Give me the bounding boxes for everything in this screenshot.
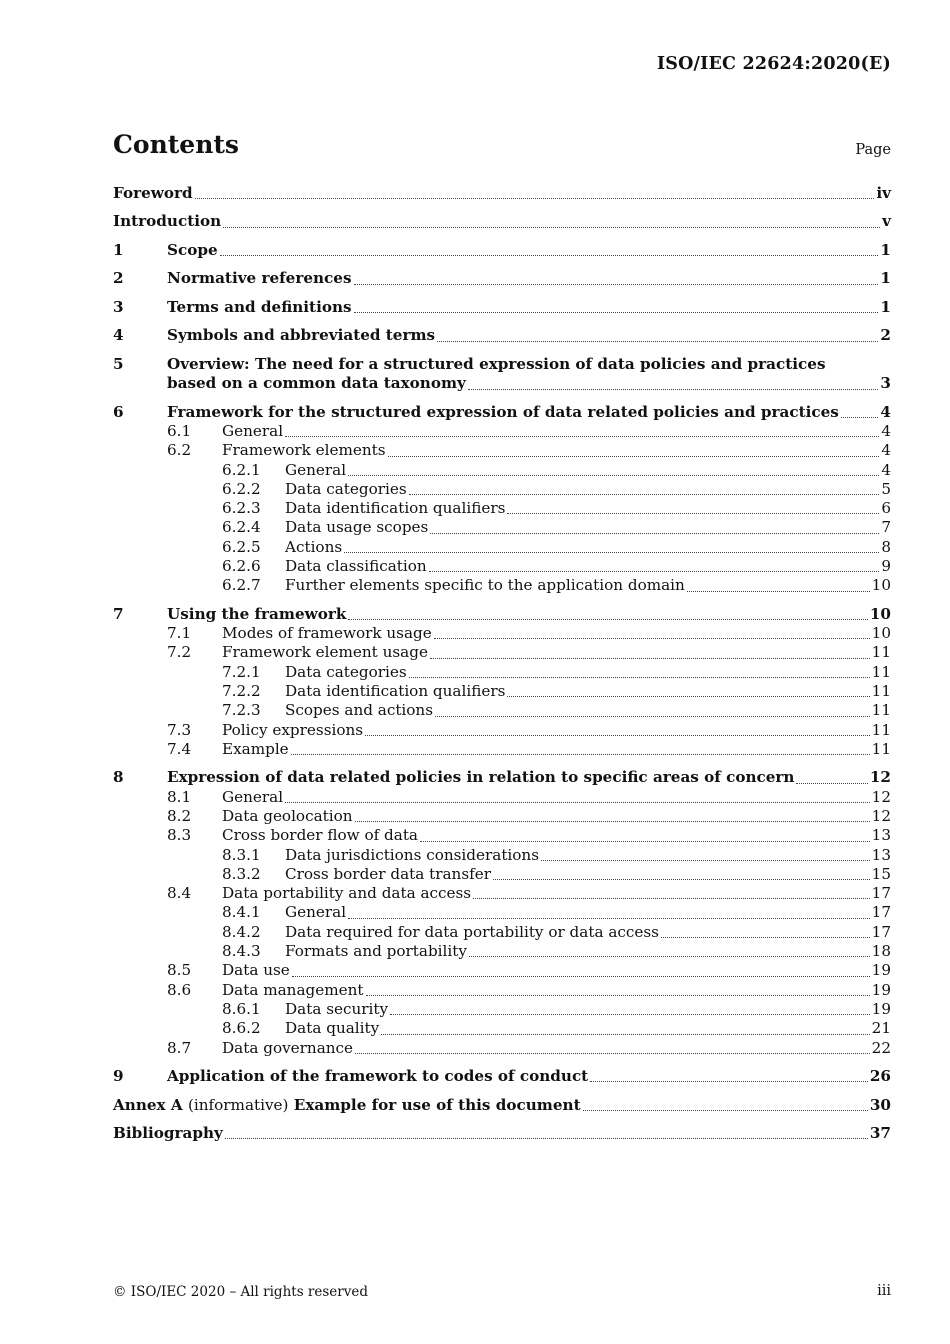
dot-leader bbox=[344, 552, 879, 553]
toc-entry-page: 2 bbox=[880, 326, 891, 345]
toc-entry-label: Further elements specific to the application domain bbox=[285, 576, 685, 595]
toc-entry-label: Data categories bbox=[285, 479, 407, 498]
toc-entry-page: v bbox=[882, 212, 891, 231]
dot-leader bbox=[473, 898, 870, 899]
dot-leader bbox=[687, 591, 870, 592]
toc-entry-number: 7.3 bbox=[167, 720, 192, 739]
toc-entry-number: 6.2 bbox=[167, 441, 192, 460]
toc-entry-page: 12 bbox=[869, 768, 891, 787]
toc-entry-number: 8.3 bbox=[167, 826, 192, 845]
toc-entry-label: Actions bbox=[285, 537, 343, 556]
dot-leader bbox=[225, 1138, 868, 1139]
toc-entry-page: 11 bbox=[871, 720, 891, 739]
toc-entry-number: 8.3.2 bbox=[222, 864, 261, 883]
toc-entry-page: 6 bbox=[881, 499, 891, 518]
toc-entry-label: Data identification qualifiers bbox=[285, 499, 506, 518]
toc-entry-page: 17 bbox=[871, 884, 891, 903]
toc-entry-number: 8.1 bbox=[167, 787, 192, 806]
table-of-contents bbox=[113, 184, 891, 1143]
toc-entry-number: 8.5 bbox=[167, 961, 192, 980]
toc-entry-label: Data jurisdictions considerations bbox=[285, 845, 539, 864]
toc-entry-label: Symbols and abbreviated terms bbox=[167, 326, 436, 345]
toc-entry-8-4-3[interactable] bbox=[113, 942, 891, 961]
toc-entry-foreword[interactable] bbox=[113, 184, 891, 203]
toc-entry-label: Foreword bbox=[113, 184, 193, 202]
dot-leader bbox=[468, 389, 879, 390]
toc-entry-label: Scopes and actions bbox=[285, 701, 434, 720]
toc-entry-label: Data required for data portability or data access bbox=[285, 922, 659, 941]
toc-entry-label: Data portability and data access bbox=[222, 884, 472, 903]
toc-entry-label: Data security bbox=[285, 999, 389, 1018]
toc-entry-introduction[interactable] bbox=[113, 212, 891, 231]
dot-leader bbox=[420, 841, 870, 842]
annex-prefix: Annex A bbox=[113, 1095, 183, 1114]
toc-entry-label: Data quality bbox=[285, 1019, 380, 1038]
dot-leader bbox=[354, 284, 879, 285]
dot-leader bbox=[437, 341, 878, 342]
toc-entry-section-8[interactable] bbox=[113, 768, 891, 787]
dot-leader bbox=[493, 879, 870, 880]
dot-leader bbox=[430, 658, 870, 659]
toc-entry-number: 8.4.3 bbox=[222, 942, 261, 961]
toc-entry-number: 6.1 bbox=[167, 421, 192, 440]
toc-entry-number: 7.2.1 bbox=[222, 662, 261, 681]
toc-entry-page: 15 bbox=[871, 864, 891, 883]
annex-qualifier: (informative) bbox=[187, 1095, 289, 1114]
toc-entry-number: 8.6 bbox=[167, 980, 192, 999]
toc-entry-page: 4 bbox=[881, 421, 891, 440]
toc-entry-8-2[interactable] bbox=[113, 807, 891, 826]
dot-leader bbox=[430, 533, 879, 534]
toc-entry-page: iv bbox=[876, 184, 891, 202]
toc-entry-label: Framework element usage bbox=[222, 643, 428, 662]
dot-leader bbox=[366, 995, 870, 996]
toc-entry-page: 26 bbox=[869, 1067, 891, 1086]
toc-entry-bibliography[interactable] bbox=[113, 1124, 891, 1143]
toc-entry-number: 7.1 bbox=[167, 624, 192, 643]
toc-entry-label: Data governance bbox=[222, 1038, 354, 1057]
toc-entry-label: Using the framework bbox=[167, 604, 347, 623]
toc-entry-label: Example bbox=[222, 739, 289, 758]
toc-entry-7-2-2[interactable] bbox=[113, 682, 891, 701]
toc-entry-label: Introduction bbox=[113, 212, 222, 231]
toc-entry-section-4[interactable] bbox=[113, 326, 891, 345]
toc-entry-8-3-2[interactable] bbox=[113, 865, 891, 884]
toc-entry-page: 22 bbox=[871, 1038, 891, 1057]
dot-leader bbox=[355, 821, 870, 822]
toc-entry-annex-a[interactable] bbox=[113, 1096, 891, 1115]
toc-entry-number: 8 bbox=[113, 768, 124, 787]
toc-entry-label: Framework for the structured expression of data related policies and practices bbox=[167, 402, 839, 421]
toc-entry-page: 11 bbox=[871, 701, 891, 720]
toc-entry-6-2-4[interactable] bbox=[113, 518, 891, 537]
toc-entry-8-6-2[interactable] bbox=[113, 1019, 891, 1038]
toc-entry-number: 4 bbox=[113, 326, 124, 345]
toc-entry-page: 1 bbox=[880, 297, 891, 316]
toc-entry-8-4[interactable] bbox=[113, 884, 891, 903]
dot-leader bbox=[409, 677, 870, 678]
toc-entry-page: 4 bbox=[881, 460, 891, 479]
dot-leader bbox=[365, 735, 870, 736]
toc-entry-number: 8.2 bbox=[167, 807, 192, 825]
toc-entry-page: 19 bbox=[871, 999, 891, 1018]
toc-entry-label: General bbox=[285, 903, 347, 922]
toc-entry-label-line2: based on a common data taxonomy bbox=[167, 374, 466, 393]
toc-entry-label: General bbox=[222, 421, 284, 440]
dot-leader bbox=[661, 937, 870, 938]
toc-entry-number: 8.4.2 bbox=[222, 922, 261, 941]
dot-leader bbox=[435, 716, 870, 717]
toc-entry-number: 6.2.4 bbox=[222, 518, 261, 537]
toc-entry-number: 6.2.1 bbox=[222, 460, 261, 479]
toc-entry-6-2-7[interactable] bbox=[113, 576, 891, 595]
toc-entry-8-1[interactable] bbox=[113, 788, 891, 807]
toc-entry-8-4-1[interactable] bbox=[113, 903, 891, 922]
toc-entry-6-2-6[interactable] bbox=[113, 557, 891, 576]
toc-entry-number: 6.2.2 bbox=[222, 479, 261, 498]
toc-entry-number: 8.6.1 bbox=[222, 999, 261, 1018]
toc-entry-label: General bbox=[222, 787, 284, 806]
toc-entry-label: Policy expressions bbox=[222, 720, 364, 739]
toc-entry-number: 6 bbox=[113, 402, 124, 421]
toc-entry-section-7[interactable] bbox=[113, 605, 891, 624]
toc-entry-page: 19 bbox=[871, 961, 891, 980]
toc-entry-page: 9 bbox=[881, 557, 891, 576]
dot-leader bbox=[348, 918, 870, 919]
toc-entry-number: 3 bbox=[113, 297, 124, 316]
toc-entry-page: 4 bbox=[880, 402, 891, 421]
dot-leader bbox=[195, 198, 875, 199]
toc-entry-number: 8.4.1 bbox=[222, 903, 261, 922]
toc-entry-number: 7.2 bbox=[167, 643, 192, 662]
contents-title: Contents bbox=[113, 130, 240, 159]
toc-entry-label: Bibliography bbox=[113, 1124, 223, 1143]
toc-entry-label: Modes of framework usage bbox=[222, 624, 432, 643]
toc-entry-section-9[interactable] bbox=[113, 1067, 891, 1086]
dot-leader bbox=[285, 802, 870, 803]
toc-entry-number: 6.2.5 bbox=[222, 537, 261, 556]
dot-leader bbox=[507, 513, 879, 514]
toc-entry-7-2-3[interactable] bbox=[113, 701, 891, 720]
toc-entry-6-2-3[interactable] bbox=[113, 499, 891, 518]
dot-leader bbox=[348, 475, 879, 476]
toc-entry-page: 5 bbox=[881, 479, 891, 498]
toc-entry-label: Data classification bbox=[285, 557, 427, 576]
toc-entry-page: 12 bbox=[871, 787, 891, 806]
toc-entry-page: 7 bbox=[881, 518, 891, 537]
dot-leader bbox=[434, 638, 870, 639]
toc-entry-page: 12 bbox=[871, 807, 891, 825]
toc-entry-8-5[interactable] bbox=[113, 961, 891, 980]
dot-leader bbox=[388, 456, 880, 457]
dot-leader bbox=[796, 783, 867, 784]
toc-entry-page: 8 bbox=[881, 537, 891, 556]
toc-entry-6-2-1[interactable] bbox=[113, 461, 891, 480]
toc-entry-page: 13 bbox=[871, 845, 891, 864]
toc-entry-7-2-1[interactable] bbox=[113, 663, 891, 682]
toc-entry-label: Framework elements bbox=[222, 441, 386, 460]
toc-entry-section-1[interactable] bbox=[113, 241, 891, 260]
toc-entry-8-4-2[interactable] bbox=[113, 923, 891, 942]
toc-entry-number: 2 bbox=[113, 269, 124, 288]
dot-leader bbox=[355, 1053, 870, 1054]
toc-entry-page: 11 bbox=[871, 682, 891, 701]
toc-entry-label: Normative references bbox=[167, 269, 352, 288]
toc-entry-label: Formats and portability bbox=[285, 942, 467, 961]
dot-leader bbox=[354, 312, 879, 313]
toc-entry-page: 11 bbox=[871, 739, 891, 758]
toc-entry-label: Data use bbox=[222, 961, 290, 980]
toc-entry-7-2[interactable] bbox=[113, 643, 891, 662]
toc-entry-number: 9 bbox=[113, 1067, 124, 1086]
toc-entry-section-5[interactable] bbox=[113, 355, 891, 394]
toc-entry-number: 8.3.1 bbox=[222, 845, 261, 864]
toc-entry-page: 10 bbox=[871, 576, 891, 595]
toc-entry-6-2-2[interactable] bbox=[113, 480, 891, 499]
toc-entry-label: Terms and definitions bbox=[167, 297, 352, 316]
toc-entry-page: 17 bbox=[871, 903, 891, 922]
dot-leader bbox=[285, 436, 879, 437]
toc-entry-label: General bbox=[285, 460, 347, 479]
toc-entry-number: 6.2.7 bbox=[222, 576, 261, 595]
toc-entry-page: 13 bbox=[871, 826, 891, 845]
toc-entry-8-6-1[interactable] bbox=[113, 1000, 891, 1019]
dot-leader bbox=[223, 227, 880, 228]
toc-entry-label: Data categories bbox=[285, 662, 407, 681]
toc-entry-page: 11 bbox=[871, 643, 891, 662]
dot-leader bbox=[590, 1081, 868, 1082]
toc-entry-label: Expression of data related policies in relation to specific areas of concern bbox=[167, 768, 795, 787]
toc-entry-number: 5 bbox=[113, 354, 124, 373]
toc-entry-label: Data geolocation bbox=[222, 807, 353, 825]
toc-entry-page: 11 bbox=[871, 662, 891, 681]
toc-entry-page: 37 bbox=[869, 1124, 891, 1143]
toc-entry-8-6[interactable] bbox=[113, 981, 891, 1000]
dot-leader bbox=[381, 1034, 869, 1035]
toc-entry-page: 17 bbox=[871, 922, 891, 941]
toc-entry-label-line1: Overview: The need for a structured expression of data policies and practices bbox=[167, 354, 826, 373]
dot-leader bbox=[429, 571, 880, 572]
dot-leader bbox=[390, 1014, 870, 1015]
toc-entry-page: 19 bbox=[871, 980, 891, 999]
toc-entry-number: 7.2.2 bbox=[222, 682, 261, 701]
toc-entry-label: Data identification qualifiers bbox=[285, 682, 506, 701]
copyright-notice: © ISO/IEC 2020 – All rights reserved bbox=[113, 1284, 368, 1300]
toc-entry-number: 8.4 bbox=[167, 884, 192, 903]
dot-leader bbox=[220, 255, 879, 256]
document-reference: ISO/IEC 22624:2020(E) bbox=[656, 54, 891, 74]
toc-entry-8-7[interactable] bbox=[113, 1039, 891, 1058]
toc-entry-6-2-5[interactable] bbox=[113, 538, 891, 557]
toc-entry-label: Cross border flow of data bbox=[222, 826, 418, 845]
toc-entry-label bbox=[113, 1096, 581, 1115]
toc-entry-number: 8.6.2 bbox=[222, 1019, 261, 1038]
page-number: iii bbox=[877, 1283, 891, 1299]
toc-entry-section-3[interactable] bbox=[113, 298, 891, 317]
toc-entry-6-2[interactable] bbox=[113, 441, 891, 460]
toc-entry-page: 1 bbox=[880, 240, 891, 259]
toc-entry-8-3[interactable] bbox=[113, 826, 891, 845]
toc-entry-number: 6.2.3 bbox=[222, 499, 261, 518]
toc-entry-number: 7 bbox=[113, 604, 124, 623]
dot-leader bbox=[541, 860, 870, 861]
toc-entry-page: 1 bbox=[880, 269, 891, 288]
toc-entry-page: 30 bbox=[869, 1095, 891, 1114]
toc-entry-label: Data management bbox=[222, 980, 364, 999]
dot-leader bbox=[583, 1110, 868, 1111]
toc-entry-section-2[interactable] bbox=[113, 269, 891, 288]
toc-entry-page: 10 bbox=[869, 604, 891, 623]
dot-leader bbox=[348, 619, 868, 620]
toc-entry-number: 6.2.6 bbox=[222, 557, 261, 576]
toc-entry-8-3-1[interactable] bbox=[113, 846, 891, 865]
dot-leader bbox=[507, 696, 869, 697]
toc-entry-number: 7.4 bbox=[167, 739, 192, 758]
page-column-label: Page bbox=[855, 142, 891, 158]
toc-entry-page: 3 bbox=[880, 374, 891, 393]
toc-entry-label: Application of the framework to codes of conduct bbox=[167, 1067, 589, 1086]
toc-entry-label: Cross border data transfer bbox=[285, 864, 491, 883]
toc-entry-number: 7.2.3 bbox=[222, 701, 261, 720]
dot-leader bbox=[291, 754, 870, 755]
dot-leader bbox=[292, 976, 870, 977]
toc-entry-7-1[interactable] bbox=[113, 624, 891, 643]
dot-leader bbox=[841, 417, 879, 418]
toc-entry-number: 8.7 bbox=[167, 1038, 192, 1057]
toc-entry-7-4[interactable] bbox=[113, 740, 891, 759]
annex-title: Example for use of this document bbox=[293, 1095, 581, 1114]
dot-leader bbox=[469, 956, 870, 957]
toc-entry-label: Scope bbox=[167, 240, 218, 259]
toc-entry-page: 21 bbox=[871, 1019, 891, 1038]
toc-entry-label: Data usage scopes bbox=[285, 518, 429, 537]
toc-entry-page: 18 bbox=[871, 942, 891, 961]
toc-entry-page: 4 bbox=[881, 441, 891, 460]
dot-leader bbox=[409, 494, 880, 495]
toc-entry-number: 1 bbox=[113, 240, 124, 259]
toc-entry-6-1[interactable] bbox=[113, 422, 891, 441]
toc-entry-7-3[interactable] bbox=[113, 721, 891, 740]
toc-entry-page: 10 bbox=[871, 624, 891, 643]
toc-entry-section-6[interactable] bbox=[113, 403, 891, 422]
